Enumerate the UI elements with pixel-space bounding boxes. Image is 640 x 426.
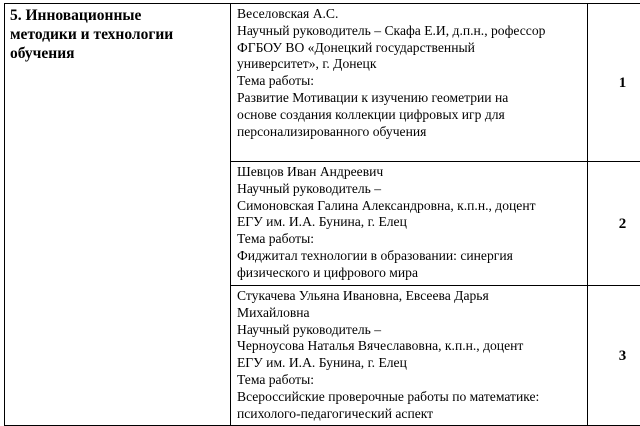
entry-cell-1: [231, 4, 588, 162]
nominations-table: [4, 3, 640, 426]
section-title: [10, 6, 225, 63]
organization-line: ФГБОУ ВО «Донецкий государственный: [237, 40, 583, 57]
entry-cell-2: [231, 162, 588, 286]
topic-line: физического и цифрового мира: [237, 265, 583, 282]
supervisor-label: Научный руководитель –: [237, 322, 583, 339]
topic-line: Фиджитал технологии в образовании: синергия: [237, 248, 583, 265]
supervisor-line: Научный руководитель – Скафа Е.И, д.п.н., рофессор: [237, 23, 583, 40]
participant-name: Михайловна: [237, 305, 583, 322]
topic-line: Развитие Мотивации к изучению геометрии на: [237, 90, 583, 107]
topic-label: Тема работы:: [237, 231, 583, 248]
table-row: [5, 4, 640, 162]
topic-line: персонализированного обучения: [237, 124, 583, 141]
section-cell: [5, 4, 231, 426]
entry-number: 3: [619, 348, 627, 364]
participant-name: Веселовская А.С.: [237, 6, 583, 23]
topic-label: Тема работы:: [237, 73, 583, 90]
participant-name: Шевцов Иван Андреевич: [237, 164, 583, 181]
supervisor-line: Черноусова Наталья Вячеславовна, к.п.н., доцент: [237, 338, 583, 355]
participant-name: Стукачева Ульяна Ивановна, Евсеева Дарья: [237, 288, 583, 305]
number-cell-2: [588, 162, 640, 286]
topic-line: основе создания коллекции цифровых игр для: [237, 107, 583, 124]
entry-number: 2: [619, 216, 627, 232]
supervisor-line: Симоновская Галина Александровна, к.п.н., доцент: [237, 198, 583, 215]
number-cell-1: [588, 4, 640, 162]
entry-number: 1: [619, 75, 627, 91]
section-title-line: обучения: [10, 44, 225, 63]
entry-cell-3: [231, 286, 588, 426]
topic-label: Тема работы:: [237, 372, 583, 389]
section-title-line: 5. Инновационные: [10, 6, 225, 25]
section-title-line: методики и технологии: [10, 25, 225, 44]
organization-line: университет», г. Донецк: [237, 56, 583, 73]
topic-line: Всероссийские проверочные работы по математике:: [237, 389, 583, 406]
topic-line: психолого-педагогический аспект: [237, 406, 583, 423]
organization-line: ЕГУ им. И.А. Бунина, г. Елец: [237, 214, 583, 231]
supervisor-label: Научный руководитель –: [237, 181, 583, 198]
number-cell-3: [588, 286, 640, 426]
organization-line: ЕГУ им. И.А. Бунина, г. Елец: [237, 355, 583, 372]
